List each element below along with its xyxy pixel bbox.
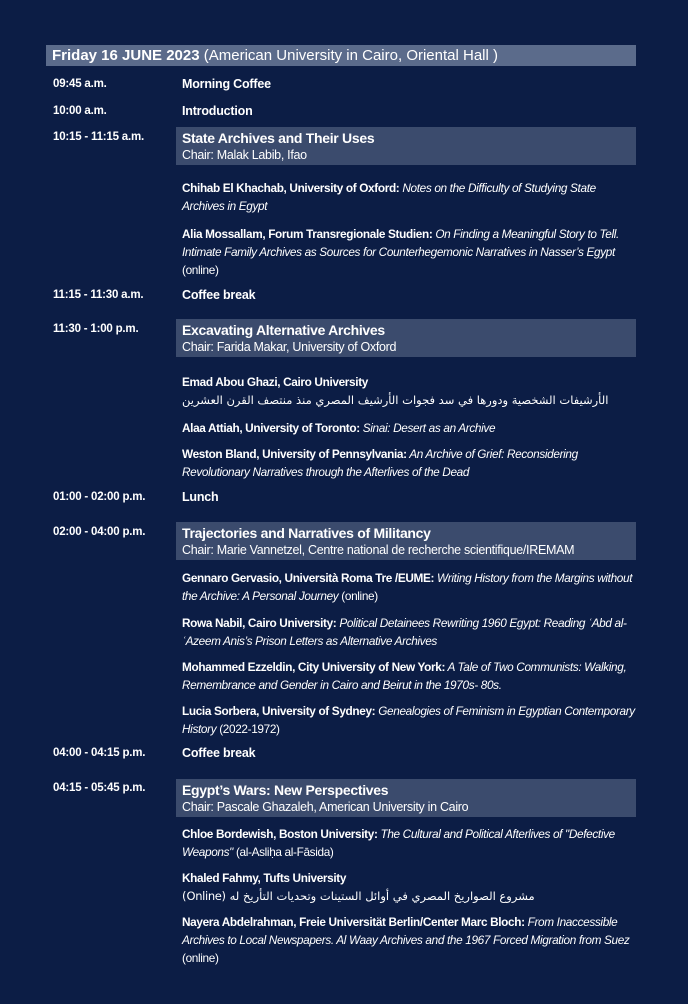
talk-note: (online) [338,589,378,603]
talk-note: (online) [182,263,219,277]
slot-time: 04:00 - 04:15 p.m. [53,747,146,759]
talk-item [182,913,636,967]
speaker: Alia Mossallam, Forum Transregionale Studien: [182,227,433,241]
panel-time: 10:15 - 11:15 a.m. [53,131,145,143]
panel-title: Excavating Alternative Archives [182,322,385,338]
panel-header [176,779,636,817]
slot-time: 11:15 - 11:30 a.m. [53,289,144,301]
slot-title: Coffee break [182,746,256,760]
panel-header [176,522,636,560]
talk-item [182,658,636,694]
speaker: Khaled Fahmy, Tufts University [182,871,347,885]
slot-time: 09:45 a.m. [53,78,107,90]
panel-title: Egypt’s Wars: New Perspectives [182,782,389,798]
panel-title: State Archives and Their Uses [182,130,375,146]
talk-title: An Archive of Grief: Reconsidering Revolutionary Narratives through the Afterlives of the Dead [182,447,578,479]
speaker: Emad Abou Ghazi, Cairo University [182,375,368,389]
talk-note: (online) [182,951,219,965]
talk-title: Writing History from the Margins without the Archive: A Personal Journey [182,571,633,603]
day-header [46,45,636,66]
talk-title: Political Detainees Rewriting 1960 Egypt: Reading ʿAbd al-ʿAzeem Anis’s Prison Letters as Alternative Archives [182,616,627,648]
day-label: Friday 16 JUNE 2023 [52,47,200,64]
panel-time: 02:00 - 04:00 p.m. [53,526,146,538]
venue-label: (American University in Cairo, Oriental Hall ) [199,47,499,64]
talk-item [182,569,636,605]
speaker: Weston Bland, University of Pennsylvania: [182,447,407,461]
slot-time: 01:00 - 02:00 p.m. [53,491,146,503]
speaker: Chloe Bordewish, Boston University: [182,827,378,841]
talk-title: Notes on the Difficulty of Studying State Archives in Egypt [182,181,596,213]
speaker: Gennaro Gervasio, Università Roma Tre /EUME: [182,571,435,585]
talk-title: On Finding a Meaningful Story to Tell. Intimate Family Archives as Sources for Counterhegemonic Narratives in Nasser’s Egypt [182,227,619,259]
panel-time: 04:15 - 05:45 p.m. [53,782,146,794]
slot-title: Morning Coffee [182,77,271,91]
panel-chair: Chair: Marie Vannetzel, Centre national de recherche scientifique/IREMAM [182,543,575,557]
talk-title: Genealogies of Feminism in Egyptian Contemporary History [182,704,635,736]
speaker: Mohammed Ezzeldin, City University of New York: [182,660,446,674]
speaker: Nayera Abdelrahman, Freie Universität Berlin/Center Marc Bloch: [182,915,525,929]
panel-chair: Chair: Pascale Ghazaleh, American University in Cairo [182,800,469,814]
panel-title: Trajectories and Narratives of Militancy [182,525,431,541]
speaker: Rowa Nabil, Cairo University: [182,616,337,630]
talk-item [182,445,636,481]
talk-title-arabic: الأرشيفات الشخصية ودورها في سد فجوات الأرشيف المصري منذ منتصف القرن العشرين [182,393,609,407]
talk-title: The Cultural and Political Afterlives of "Defective Weapons" [182,827,615,859]
slot-title: Introduction [182,104,253,118]
talk-item [182,179,636,215]
talk-note: (al-Asliḥa al-Fāsida) [233,845,334,859]
slot-title: Coffee break [182,288,256,302]
panel-time: 11:30 - 1:00 p.m. [53,323,139,335]
talk-item [182,825,636,861]
speaker: Chihab El Khachab, University of Oxford: [182,181,400,195]
talk-item [182,614,636,650]
slot-title: Lunch [182,490,219,504]
speaker: Lucia Sorbera, University of Sydney: [182,704,376,718]
talk-item [182,419,636,437]
talk-title-arabic: مشروع الصواريخ المصري في أوائل الستينات وتحديات التأريخ له (Online) [182,889,535,903]
talk-item [182,373,636,409]
speaker: Alaa Attiah, University of Toronto: [182,421,360,435]
talk-note: (2022-1972) [216,722,280,736]
panel-chair: Chair: Malak Labib, Ifao [182,148,307,162]
panel-header [176,319,636,357]
talk-item [182,869,636,905]
talk-title: Sinai: Desert as an Archive [359,421,496,435]
slot-time: 10:00 a.m. [53,105,107,117]
talk-title: From Inaccessible Archives to Local Newspapers. Al Waay Archives and the 1967 Forced Migration from Suez [182,915,630,947]
talk-title: A Tale of Two Communists: Walking, Remembrance and Gender in Cairo and Beirut in the 1970s- 80s. [182,660,627,692]
talk-item [182,225,636,279]
panel-header [176,127,636,165]
talk-item [182,702,636,738]
panel-chair: Chair: Farida Makar, University of Oxford [182,340,397,354]
